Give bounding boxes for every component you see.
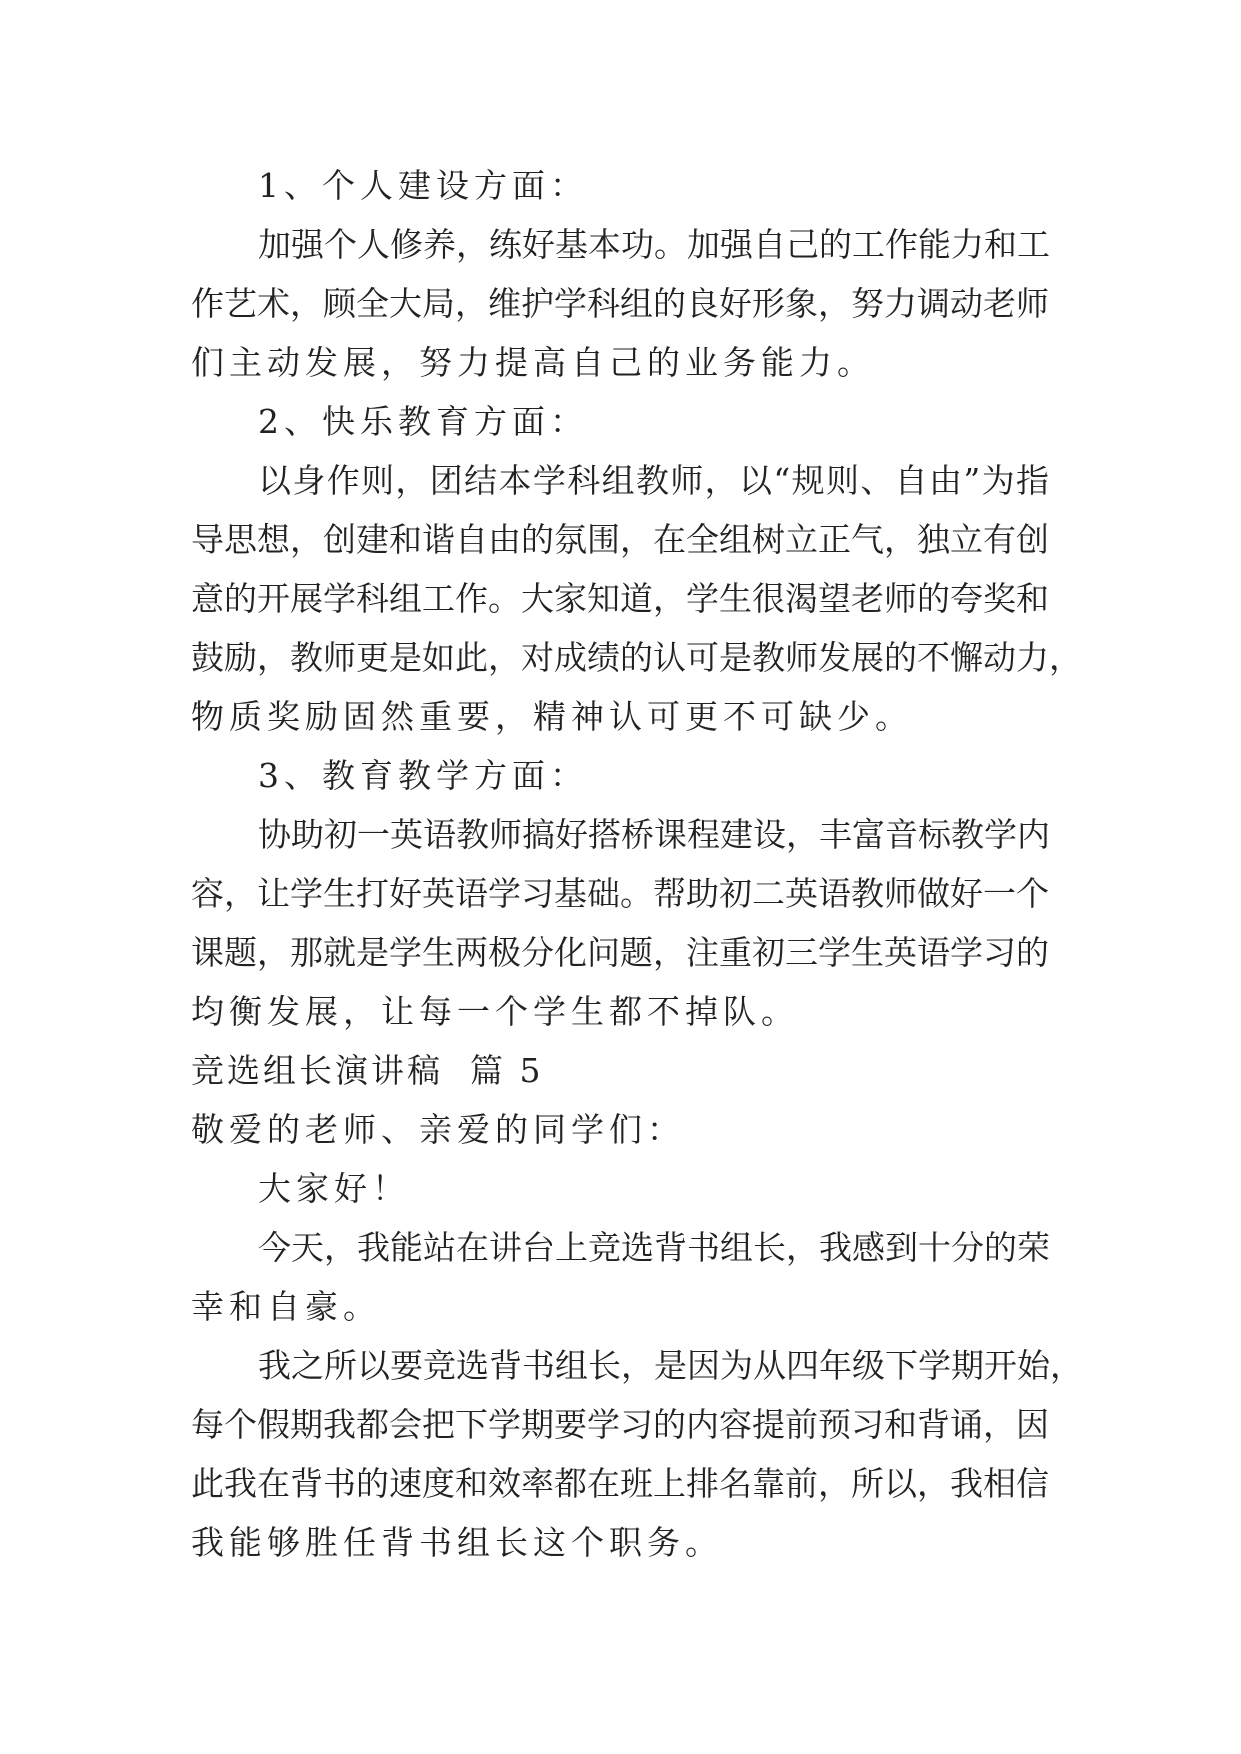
article-title: 竞选组长演讲稿 篇 5 — [191, 1051, 544, 1090]
section-heading-happy-education: 2、快乐教育方面： — [258, 402, 588, 441]
section-heading-teaching: 3、教育教学方面： — [258, 756, 588, 795]
paragraph-line: 物质奖励固然重要，精神认可更不可缺少。 — [191, 697, 913, 736]
section-heading-personal: 1、个人建设方面： — [258, 166, 588, 205]
greeting: 大家好！ — [258, 1169, 410, 1208]
paragraph-line: 导思想，创建和谐自由的氛围，在全组树立正气，独立有创 — [191, 520, 1049, 559]
paragraph-line: 今天，我能站在讲台上竞选背书组长，我感到十分的荣 — [258, 1228, 1050, 1267]
paragraph-line: 容，让学生打好英语学习基础。帮助初二英语教师做好一个 — [191, 874, 1049, 913]
paragraph-line: 们主动发展，努力提高自己的业务能力。 — [191, 343, 875, 382]
paragraph-line: 我之所以要竞选背书组长，是因为从四年级下学期开始， — [258, 1346, 1083, 1385]
paragraph-line: 我能够胜任背书组长这个职务。 — [191, 1523, 723, 1562]
paragraph-line: 加强个人修养，练好基本功。加强自己的工作能力和工 — [258, 225, 1050, 264]
paragraph-line: 协助初一英语教师搞好搭桥课程建设，丰富音标教学内 — [258, 815, 1050, 854]
paragraph-line: 鼓励，教师更是如此，对成绩的认可是教师发展的不懈动力， — [191, 638, 1082, 677]
paragraph-line: 幸和自豪。 — [191, 1287, 381, 1326]
paragraph-line: 每个假期我都会把下学期要学习的内容提前预习和背诵，因 — [191, 1405, 1049, 1444]
paragraph-line: 意的开展学科组工作。大家知道，学生很渴望老师的夸奖和 — [191, 579, 1049, 618]
paragraph-line: 课题，那就是学生两极分化问题，注重初三学生英语学习的 — [191, 933, 1049, 972]
salutation: 敬爱的老师、亲爱的同学们： — [191, 1110, 685, 1149]
paragraph-line: 作艺术，顾全大局，维护学科组的良好形象，努力调动老师 — [191, 284, 1049, 323]
paragraph-line: 均衡发展，让每一个学生都不掉队。 — [191, 992, 799, 1031]
paragraph-line: 以身作则，团结本学科组教师，以“规则、自由”为指 — [258, 461, 1049, 500]
paragraph-line: 此我在背书的速度和效率都在班上排名靠前，所以，我相信 — [191, 1464, 1049, 1503]
